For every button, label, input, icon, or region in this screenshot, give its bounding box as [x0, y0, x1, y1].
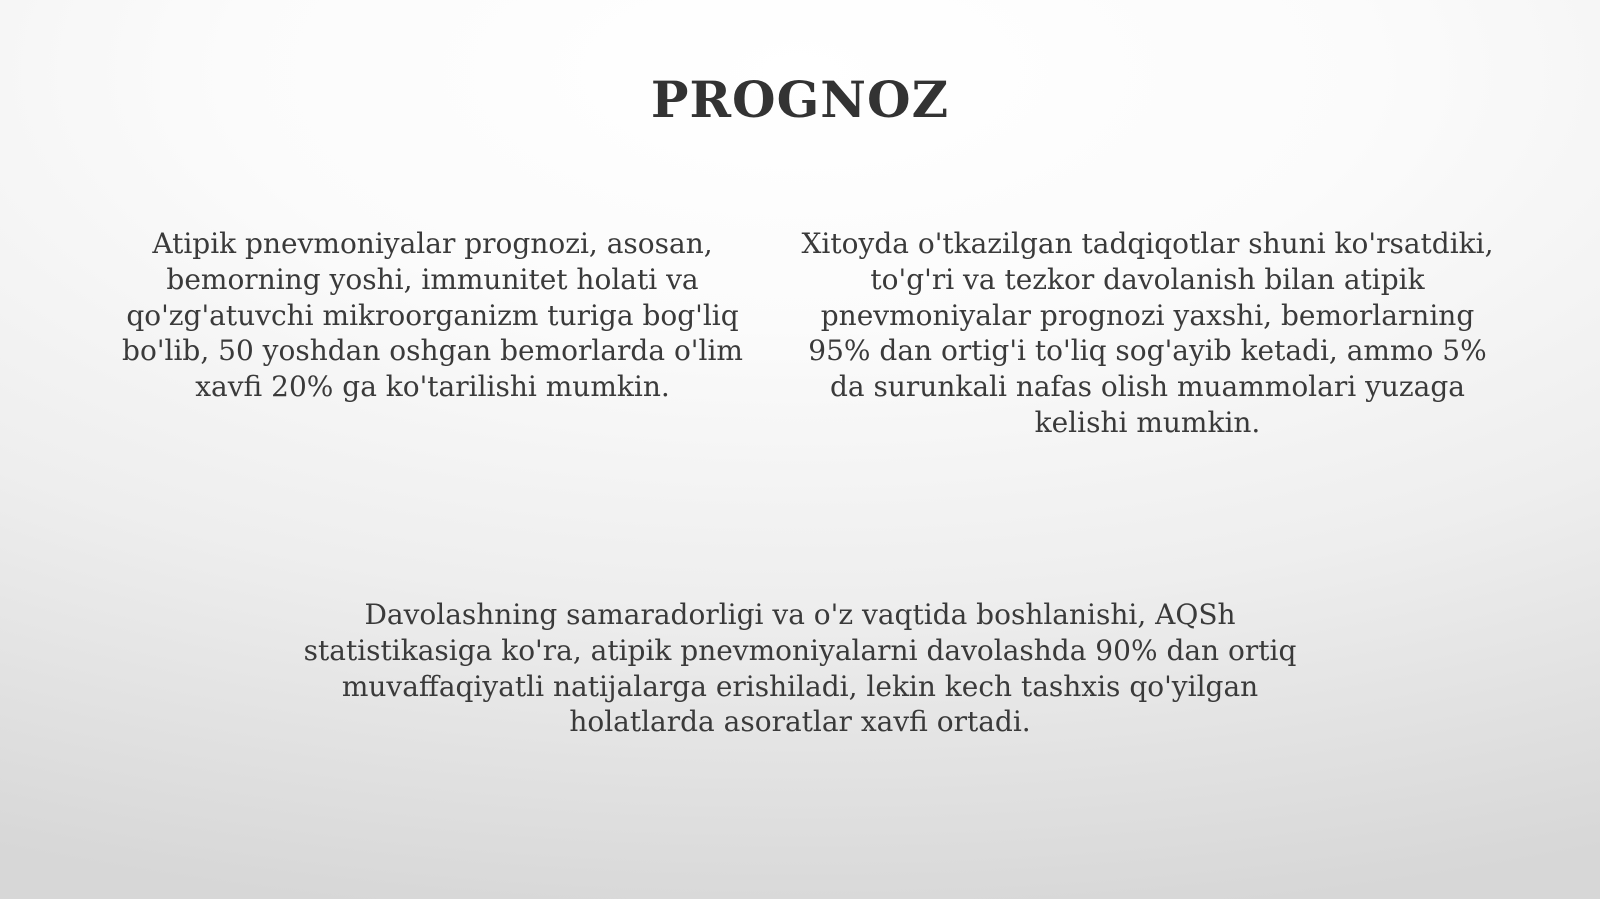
prognosis-text-left: Atipik pnevmoniyalar prognozi, asosan, bemorning yoshi, immunitet holati va qo'zg'atuvchi mikroorganizm turiga bog'liq bo'lib, 50 yoshdan oshgan bemorlarda o'lim xavfi 20% ga ko'tarilishi mumkin. — [122, 227, 743, 404]
prognosis-text-right: Xitoyda o'tkazilgan tadqiqotlar shuni ko'rsatdiki, to'g'ri va tezkor davolanish bilan atipik pnevmoniyalar prognozi yaxshi, bemorlarning 95% dan ortig'i to'liq sog'ayib ketadi, ammo 5% da surunkali nafas olish muammolari yuzaga kelishi mumkin. — [801, 227, 1494, 439]
prognosis-text-bottom: Davolashning samaradorligi va o'z vaqtida boshlanishi, AQSh statistikasiga ko'ra, atipik pnevmoniyalarni davolashda 90% dan ortiq muvaffaqiyatli natijalarga erishiladi, lekin kech tashxis qo'yilgan holatlarda asoratlar xavfi ortadi. — [303, 598, 1297, 739]
slide-title: PROGNOZ — [650, 70, 950, 129]
